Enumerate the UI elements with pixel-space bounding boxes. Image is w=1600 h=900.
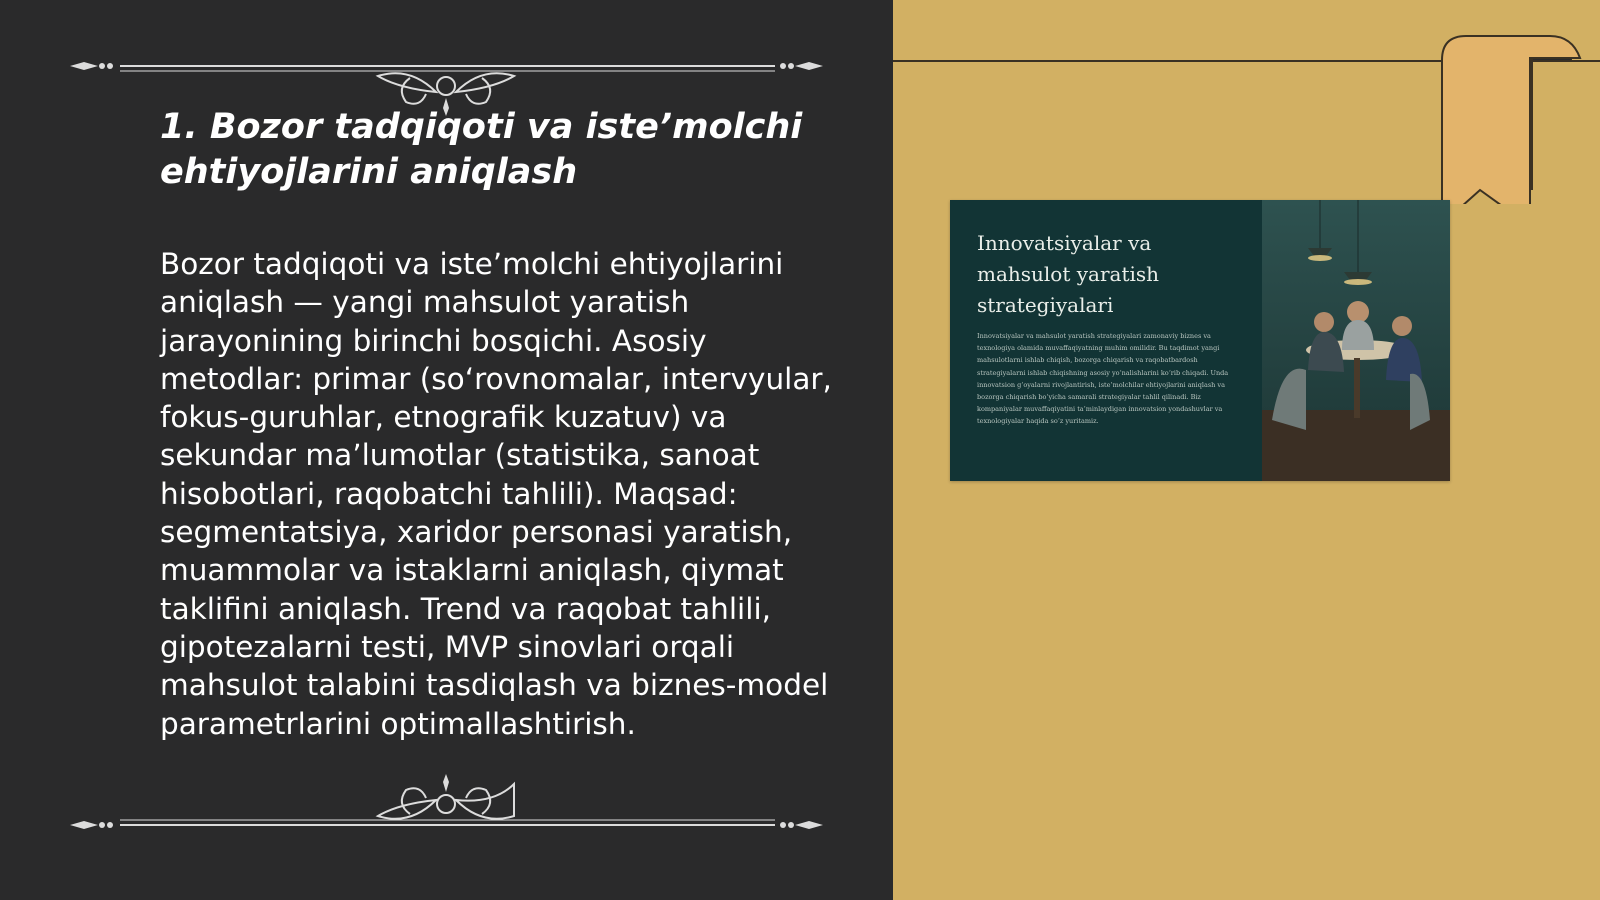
thumbnail-title: Innovatsiyalar va mahsulot yaratish strategiyalari (977, 231, 1160, 317)
bookmark-ribbon-icon (1432, 34, 1582, 204)
slide-thumbnail (950, 200, 1450, 481)
thumbnail-text: Innovatsiyalar va mahsulot yaratish strategiyalari zamonaviy biznes va texnologiya olamida muvaffaqiyatning muhim omilidir. Bu taqdimot yangi mahsulotlarni ishlab chiqish, bozorga chiqarish va raqobatbardosh strategiyalarni ishlab chiqishning asosiy yo‘nalishlarini ko‘rib chiqadi. Unda innovatsion g‘oyalarni rivojlantirish, iste’molchilar ehtiyojlarini aniqlash va bozorga chiqarish bo‘yicha samarali strategiyalar tahlil qilinadi. Biz kompaniyalar muvaffaqiyatini ta’minlaydigan innovatsion yondashuvlar va texnologiyalar haqida so‘z yuritamiz. (977, 332, 1229, 426)
flourish-divider-icon (0, 770, 893, 850)
slide-title: 1. Bozor tadqiqoti va iste’molchi ehtiyojlarini aniqlash (160, 107, 803, 192)
meeting-photo (1262, 200, 1450, 481)
slide-body-text: Bozor tadqiqoti va iste’molchi ehtiyojlarini aniqlash — yangi mahsulot yaratish jarayonining birinchi bosqichi. Asosiy metodlar: primar (so‘rovnomalar, intervyular, fokus-guruhlar, etnografik kuzatuv) va sekundar ma’lumotlar (statistika, sanoat hisobotlari, raqobatchi tahlili). Maqsad: segmentatsiya, xaridor personasi yaratish, muammolar va istaklarni aniqlash, qiymat taklifini aniqlash. Trend va raqobat tahlili, gipotezalarni testi, MVP sinovlari orqali mahsulot talabini tasdiqlash va biznes-model parametrlarini optimallashtirish. (160, 247, 832, 741)
